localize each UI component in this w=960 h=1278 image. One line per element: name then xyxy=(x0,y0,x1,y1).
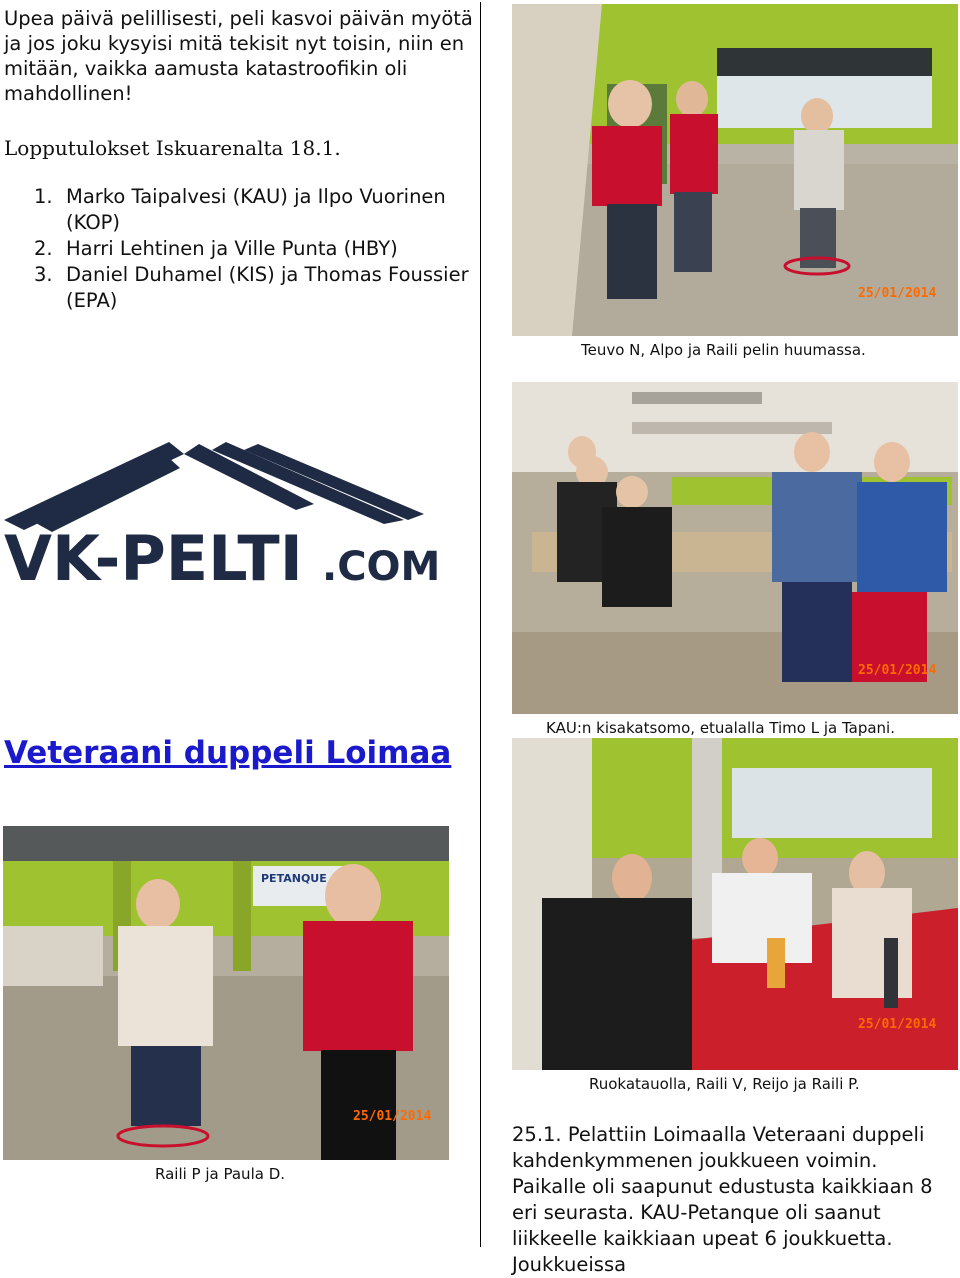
list-item: 2. Harri Lehtinen ja Ville Punta (HBY) xyxy=(34,237,398,260)
photo-raili-paula xyxy=(3,826,449,1160)
photo-players-caption: Teuvo N, Alpo ja Raili pelin huumassa. xyxy=(581,341,866,359)
list-item: 3. Daniel Duhamel (KIS) ja Thomas Foussier (EPA) xyxy=(34,263,469,312)
article-paragraph: 25.1. Pelattiin Loimaalla Veteraani duppeli kahdenkymmenen joukkueen voimin. Paikalle oli saapunut edustusta kaikkiaan 8 eri seurasta. KAU-Petanque oli saanut liikkeelle kaikkiaan upeat 6 joukkuetta. Joukkueissa xyxy=(512,1123,933,1276)
vk-pelti-logo-image xyxy=(4,440,458,595)
results-list xyxy=(34,184,474,314)
vk-pelti-logo xyxy=(4,440,458,595)
photo-spectators xyxy=(512,382,958,714)
logo-suffix: .COM xyxy=(322,544,441,590)
logo-text: VK-PELTI xyxy=(4,522,303,595)
photo-players-image xyxy=(512,4,958,336)
photo-lunch-image xyxy=(512,738,958,1070)
photo-raili-paula-image xyxy=(3,826,449,1160)
column-divider xyxy=(480,2,481,1247)
date-stamp: 25/01/2014 xyxy=(858,286,937,301)
photo-lunch xyxy=(512,738,958,1070)
petanque-sign-text: PETANQUE xyxy=(261,872,327,885)
date-stamp: 25/01/2014 xyxy=(858,1017,937,1032)
photo-spectators-image xyxy=(512,382,958,714)
list-item: 1. Marko Taipalvesi (KAU) ja Ilpo Vuorinen (KOP) xyxy=(34,185,446,234)
intro-paragraph: Upea päivä pelillisesti, peli kasvoi päivän myötä ja jos joku kysyisi mitä tekisit nyt toisin, niin en mitään, vaikka aamusta katastroofikin oli mahdollinen! xyxy=(4,7,473,105)
date-stamp: 25/01/2014 xyxy=(858,663,937,678)
photo-raili-paula-caption: Raili P ja Paula D. xyxy=(155,1165,286,1183)
results-title: Lopputulokset Iskuarenalta 18.1. xyxy=(4,136,341,160)
photo-players xyxy=(512,4,958,336)
photo-lunch-caption: Ruokatauolla, Raili V, Reijo ja Raili P. xyxy=(589,1075,860,1093)
veteraani-duppeli-link[interactable]: Veteraani duppeli Loimaa xyxy=(4,735,452,771)
photo-spectators-caption: KAU:n kisakatsomo, etualalla Timo L ja Tapani. xyxy=(546,719,895,737)
date-stamp: 25/01/2014 xyxy=(353,1109,432,1124)
